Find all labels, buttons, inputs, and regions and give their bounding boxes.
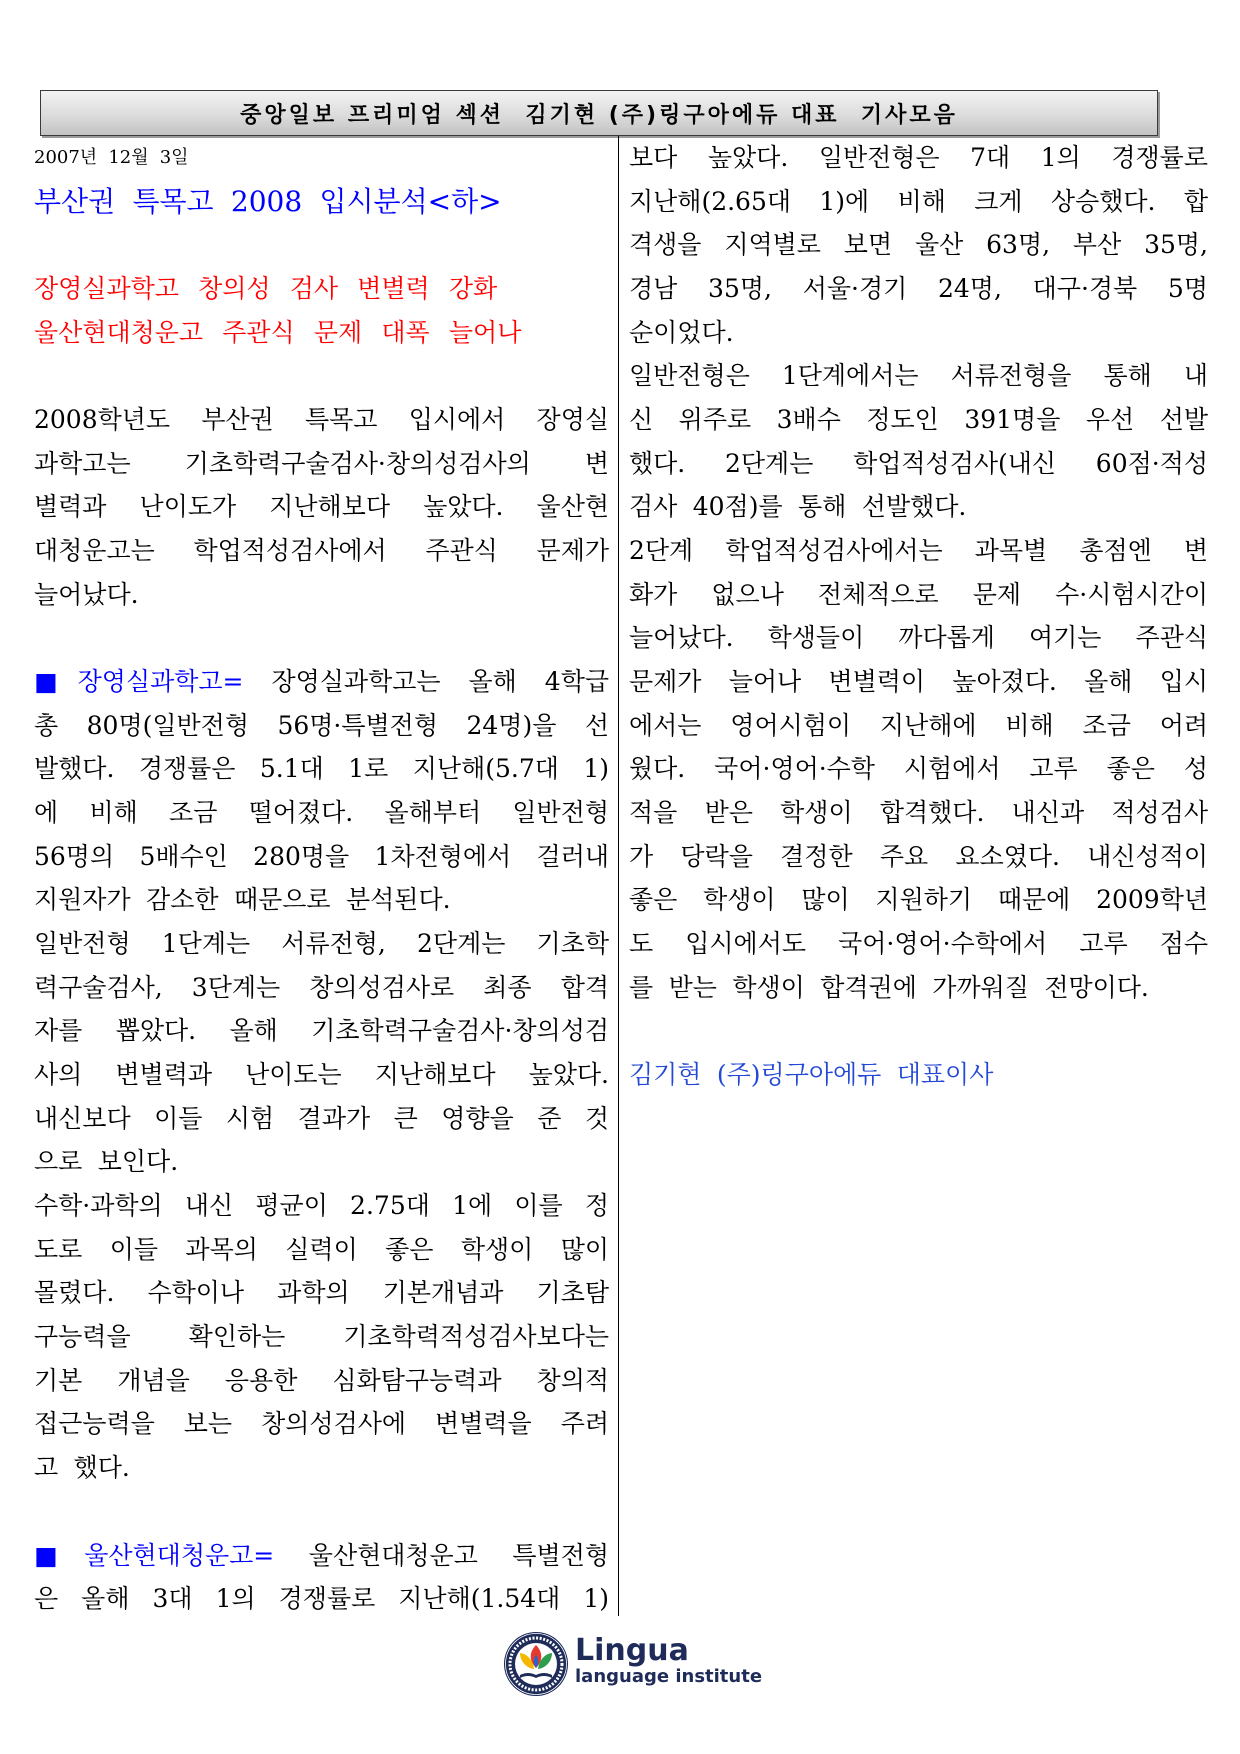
paragraph-line: 를 받는 학생이 합격권에 가까워질 전망이다. (629, 972, 1149, 1002)
blank-line (34, 223, 609, 267)
paragraph-line: 구능력을 확인하는 기초학력적성검사보다는 (34, 1322, 609, 1352)
blank-line (34, 354, 609, 398)
paragraph-line: 문제가 늘어나 변별력이 높아졌다. 올해 입시 (629, 667, 1208, 697)
subheading: 울산현대청운고 주관식 문제 대폭 늘어나 (34, 317, 522, 347)
left-column (34, 136, 609, 1621)
lead-line: 대청운고는 학업적성검사에서 주관식 문제가 (34, 536, 609, 566)
column-divider (618, 136, 619, 1616)
paragraph-line: 력구술검사, 3단계는 창의성검사로 최종 합격 (34, 972, 609, 1002)
paragraph-line: 기본 개념을 응용한 심화탐구능력과 창의적 (34, 1365, 609, 1395)
paragraph-line: 56명의 5배수인 280명을 1차전형에서 걸러내 (34, 841, 609, 871)
paragraph-line: 도 입시에서도 국어·영어·수학에서 고루 점수 (629, 929, 1208, 959)
paragraph-line: 가 당락을 결정한 주요 요소였다. 내신성적이 (629, 841, 1208, 871)
paragraph-line: 신 위주로 3배수 정도인 391명을 우선 선발 (629, 405, 1208, 435)
subheading: 장영실과학고 창의성 검사 변별력 강화 (34, 274, 498, 304)
paragraph-line: 일반전형은 1단계에서는 서류전형을 통해 내 (629, 361, 1208, 391)
blank-line (629, 1009, 1208, 1053)
section-first-line (34, 1534, 609, 1578)
paragraph-line: 자를 뽑았다. 올해 기초학력구술검사·창의성검 (34, 1016, 609, 1046)
paragraph-line: 에서는 영어시험이 지난해에 비해 조금 어려 (629, 710, 1208, 740)
paragraph-line: 지원자가 감소한 때문으로 분석된다. (34, 885, 451, 915)
lead-line: 늘어났다. (34, 579, 139, 609)
paragraph-line: 격생을 지역별로 보면 울산 63명, 부산 35명, (629, 230, 1208, 260)
header-banner (40, 90, 1158, 136)
blank-line (34, 616, 609, 660)
logo-tagline: language institute (575, 1666, 763, 1687)
paragraph-line: 했다. 2단계는 학업적성검사(내신 60점·적성 (629, 448, 1208, 478)
header-title: 중앙일보 프리미엄 섹션 김기현 (주)링구아에듀 대표 기사모음 (240, 102, 958, 128)
section-label: ■울산현대청운고= (34, 1540, 275, 1570)
paragraph-line: 좋은 학생이 많이 지원하기 때문에 2009학년 (629, 885, 1208, 915)
article-date: 2007년 12월 3일 (34, 147, 189, 168)
paragraph-line: 고 했다. (34, 1453, 130, 1483)
paragraph-line: 은 올해 3대 1의 경쟁률로 지난해(1.54대 1) (34, 1584, 609, 1614)
paragraph-line: 도로 이들 과목의 실력이 좋은 학생이 많이 (34, 1234, 609, 1264)
article-title: 부산권 특목고 2008 입시분석<하> (34, 184, 502, 218)
lead-line: 별력과 난이도가 지난해보다 높았다. 울산현 (34, 492, 609, 522)
paragraph-line: 순이었다. (629, 317, 734, 347)
lead-line: 과학고는 기초학력구술검사·창의성검사의 변 (34, 448, 609, 478)
lingua-emblem-icon (503, 1631, 569, 1697)
paragraph-line: 보다 높았다. 일반전형은 7대 1의 경쟁률로 (629, 143, 1208, 172)
paragraph-line: 2단계 학업적성검사에서는 과목별 총점엔 변 (629, 536, 1208, 566)
paragraph-line: 늘어났다. 학생들이 까다롭게 여기는 주관식 (629, 623, 1208, 653)
paragraph-line: 으로 보인다. (34, 1147, 179, 1177)
paragraph-line: 발했다. 경쟁률은 5.1대 1로 지난해(5.7대 1) (34, 754, 609, 784)
paragraph-line: 사의 변별력과 난이도는 지난해보다 높았다. (34, 1060, 609, 1090)
logo-name: Lingua (575, 1633, 689, 1668)
lead-line: 2008학년도 부산권 특목고 입시에서 장영실 (34, 405, 609, 435)
paragraph-line: 일반전형 1단계는 서류전형, 2단계는 기초학 (34, 929, 609, 959)
paragraph-text: 장영실과학고는 올해 4학급 (271, 667, 609, 697)
paragraph-line: 화가 없으나 전체적으로 문제 수·시험시간이 (629, 579, 1208, 609)
paragraph-line: 지난해(2.65대 1)에 비해 크게 상승했다. 합 (629, 186, 1208, 216)
paragraph-line: 몰렸다. 수학이나 과학의 기본개념과 기초탐 (34, 1278, 609, 1308)
paragraph-line: 경남 35명, 서울·경기 24명, 대구·경북 5명 (629, 274, 1208, 304)
right-column (629, 136, 1208, 1097)
section-label: ■장영실과학고= (34, 667, 244, 697)
paragraph-line: 수학·과학의 내신 평균이 2.75대 1에 이를 정 (34, 1191, 609, 1221)
paragraph-line: 에 비해 조금 떨어졌다. 올해부터 일반전형 (34, 798, 609, 828)
paragraph-line: 웠다. 국어·영어·수학 시험에서 고루 좋은 성 (629, 754, 1208, 784)
lingua-logo (503, 1631, 793, 1699)
section-first-line (34, 660, 609, 704)
paragraph-line: 내신보다 이들 시험 결과가 큰 영향을 준 것 (34, 1103, 609, 1133)
paragraph-line: 접근능력을 보는 창의성검사에 변별력을 주려 (34, 1409, 609, 1439)
paragraph-text: 울산현대청운고 특별전형 (308, 1540, 609, 1570)
paragraph-line: 검사 40점)를 통해 선발했다. (629, 492, 967, 522)
blank-line (34, 1490, 609, 1534)
author-byline: 김기현 (주)링구아에듀 대표이사 (629, 1060, 994, 1090)
paragraph-line: 적을 받은 학생이 합격했다. 내신과 적성검사 (629, 798, 1208, 828)
paragraph-line: 총 80명(일반전형 56명·특별전형 24명)을 선 (34, 710, 609, 740)
